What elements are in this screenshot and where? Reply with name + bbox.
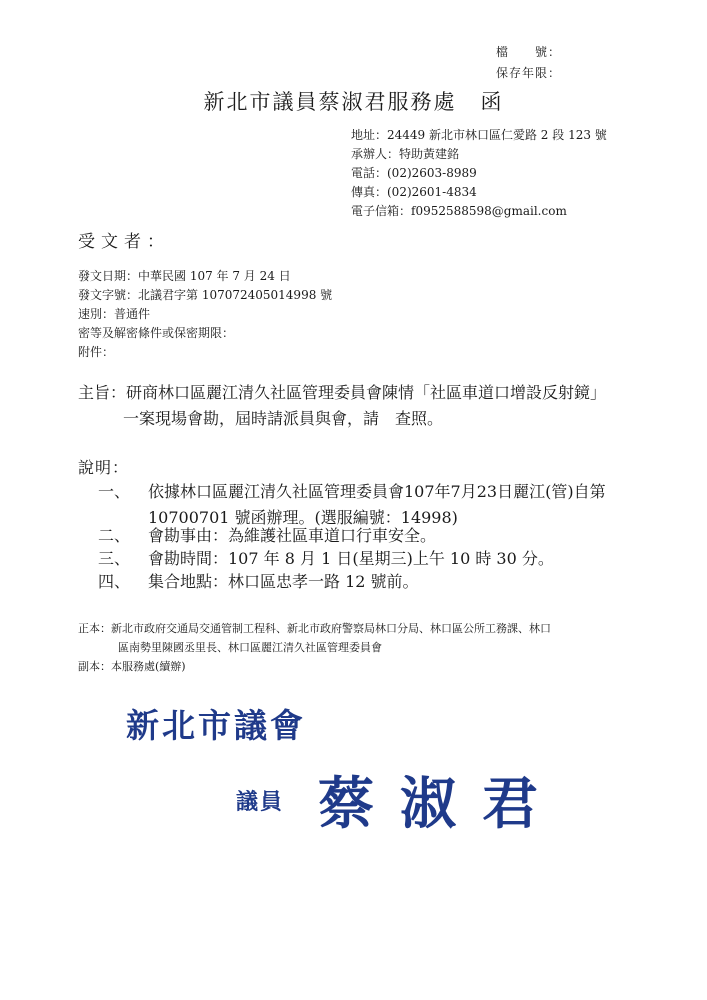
subject-block	[78, 380, 658, 432]
fax: 傳真：(02)2601-4834	[351, 185, 477, 199]
issuance-meta	[78, 267, 332, 362]
explanation-item	[98, 479, 606, 527]
item-number: 三、	[98, 549, 131, 568]
address: 地址：24449 新北市林口區仁愛路 2 段 123 號	[351, 128, 607, 142]
councilor-title-stamp: 議員	[236, 789, 285, 815]
file-number-label: 檔 號：	[495, 45, 561, 59]
reference-number: 發文字號：北議君字第 107072405014998 號	[78, 288, 333, 302]
delivery-speed: 速別：普通件	[78, 307, 151, 321]
item-text: 會勘時間：107 年 8 月 1 日(星期三)上午 10 時 30 分。	[148, 549, 554, 568]
explanation-heading: 說明：	[78, 458, 130, 477]
explanation-item	[98, 569, 419, 595]
subject-line-2: 一案現場會勘，屆時請派員與會，請 查照。	[123, 409, 444, 428]
item-text: 集合地點：林口區忠孝一路 12 號前。	[148, 572, 419, 591]
retention-period-label: 保存年限：	[495, 66, 561, 80]
security-level: 密等及解密條件或保密期限：	[78, 326, 235, 340]
subject-line-1: 主旨：研商林口區麗江清久社區管理委員會陳情「社區車道口增設反射鏡」	[78, 383, 607, 402]
council-stamp: 新北市議會	[126, 706, 306, 745]
original-recipients-continued: 區南勢里陳國丞里長、林口區麗江清久社區管理委員會	[118, 641, 382, 654]
handler: 承辦人：特助黃建銘	[351, 147, 460, 161]
item-number: 四、	[98, 572, 131, 591]
email: 電子信箱：f0952588598@gmail.com	[351, 204, 567, 218]
distribution-list	[78, 619, 551, 676]
item-text: 依據林口區麗江清久社區管理委員會107年7月23日麗江(管)自第	[148, 482, 606, 501]
item-text: 會勘事由：為維護社區車道口行車安全。	[148, 526, 437, 545]
phone: 電話：(02)2603-8989	[351, 166, 477, 180]
attachments: 附件：	[78, 345, 115, 359]
item-number: 二、	[98, 526, 131, 545]
contact-block	[351, 126, 607, 221]
copy-recipients: 副本：本服務處(續辦)	[78, 660, 186, 673]
issuing-office: 新北市議員蔡淑君服務處	[203, 90, 457, 114]
item-number: 一、	[98, 482, 131, 501]
original-recipients: 正本：新北市政府交通局交通管制工程科、新北市政府警察局林口分局、林口區公所工務課、林口	[78, 622, 551, 635]
issue-date: 發文日期：中華民國 107 年 7 月 24 日	[78, 269, 291, 283]
recipient-label: 受文者：	[78, 232, 170, 252]
item-text-continued: 10700701 號函辦理。(選服編號：14998)	[148, 508, 458, 527]
archive-fields	[496, 42, 561, 84]
councilor-name-stamp: 蔡淑君	[318, 771, 564, 837]
document-type: 函	[480, 90, 504, 114]
document-title	[0, 86, 707, 116]
